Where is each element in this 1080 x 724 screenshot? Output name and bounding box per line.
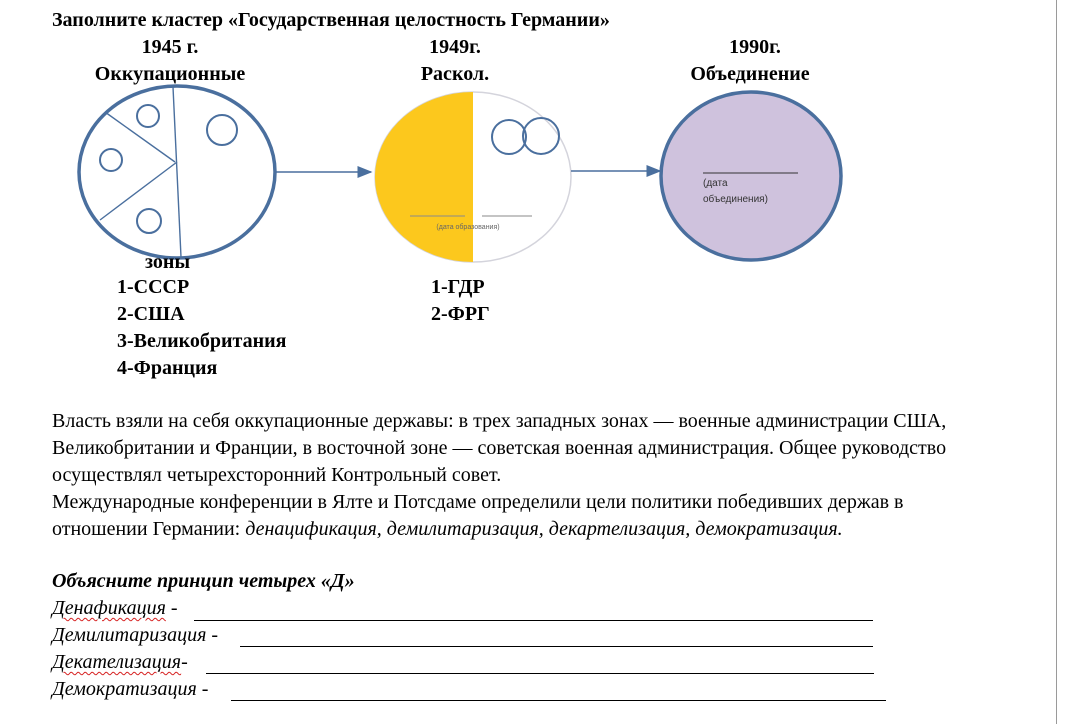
task-heading: Объясните принцип четырех «Д»	[52, 570, 355, 592]
zones-label: зоны	[145, 251, 191, 273]
answer-line-decartelization[interactable]	[206, 673, 874, 674]
col2-year: 1949г.	[429, 36, 481, 58]
list-item: 1-СССР	[117, 276, 190, 298]
task-item-label	[52, 624, 218, 647]
unification-circle	[661, 92, 841, 260]
paragraph-line: Власть взяли на себя оккупационные державы: в трех западных зонах — военные администрации США,	[52, 410, 947, 432]
col1-year: 1945 г.	[141, 36, 199, 58]
list-item: 3-Великобритания	[117, 330, 287, 352]
answer-line-demilitarization[interactable]	[240, 646, 873, 647]
term-label: Демилитаризация	[52, 624, 207, 646]
states-list	[431, 274, 490, 328]
unification-date-caption: (дата	[703, 178, 728, 189]
formation-date-caption: (дата образования)	[436, 224, 500, 231]
paragraph-line: Международные конференции в Ялте и Потсдаме определили цели политики победивших держав в	[52, 491, 904, 513]
page-edge	[1056, 0, 1057, 724]
task-item-label	[52, 651, 188, 674]
list-item: 1-ГДР	[431, 276, 485, 298]
list-item: 2-США	[117, 303, 185, 325]
unification-date-caption: объединения)	[703, 194, 768, 205]
paragraph-line	[52, 516, 904, 543]
paragraph-conferences	[52, 489, 904, 543]
col1-name: Оккупационные	[94, 63, 246, 85]
list-item: 4-Франция	[117, 357, 218, 379]
col3-year: 1990г.	[729, 36, 781, 58]
task-item-label	[52, 678, 208, 701]
paragraph-line: осуществлял четырехсторонний Контрольный совет.	[52, 464, 502, 486]
paragraph-occupation	[52, 408, 946, 489]
answer-line-democratization[interactable]	[231, 700, 886, 701]
term-label: Декателизация	[52, 651, 182, 673]
plain-text: отношении Германии:	[52, 518, 246, 540]
task-item-label	[52, 597, 178, 620]
term-label: Демократизация	[52, 678, 197, 700]
term-label: Денафикация	[52, 597, 166, 619]
paragraph-line: Великобритании и Франции, в восточной зоне — советская военная администрация. Общее руководство	[52, 437, 947, 459]
term-separator: -	[196, 678, 209, 700]
col2-name: Раскол.	[420, 63, 490, 85]
split-circle	[375, 92, 571, 262]
page-title: Заполните кластер «Государственная целостность Германии»	[52, 9, 610, 31]
term-separator: -	[165, 597, 178, 619]
zones-list	[117, 274, 286, 382]
term-separator: -	[206, 624, 219, 646]
list-item: 2-ФРГ	[431, 303, 490, 325]
col3-name: Объединение	[690, 63, 810, 85]
occupation-zones-circle	[79, 86, 275, 258]
four-d-list: денацификация, демилитаризация, декартелизация, демократизация.	[245, 518, 843, 540]
term-separator: -	[181, 651, 188, 673]
answer-line-denazification[interactable]	[194, 620, 873, 621]
cluster-diagram	[0, 0, 1056, 290]
